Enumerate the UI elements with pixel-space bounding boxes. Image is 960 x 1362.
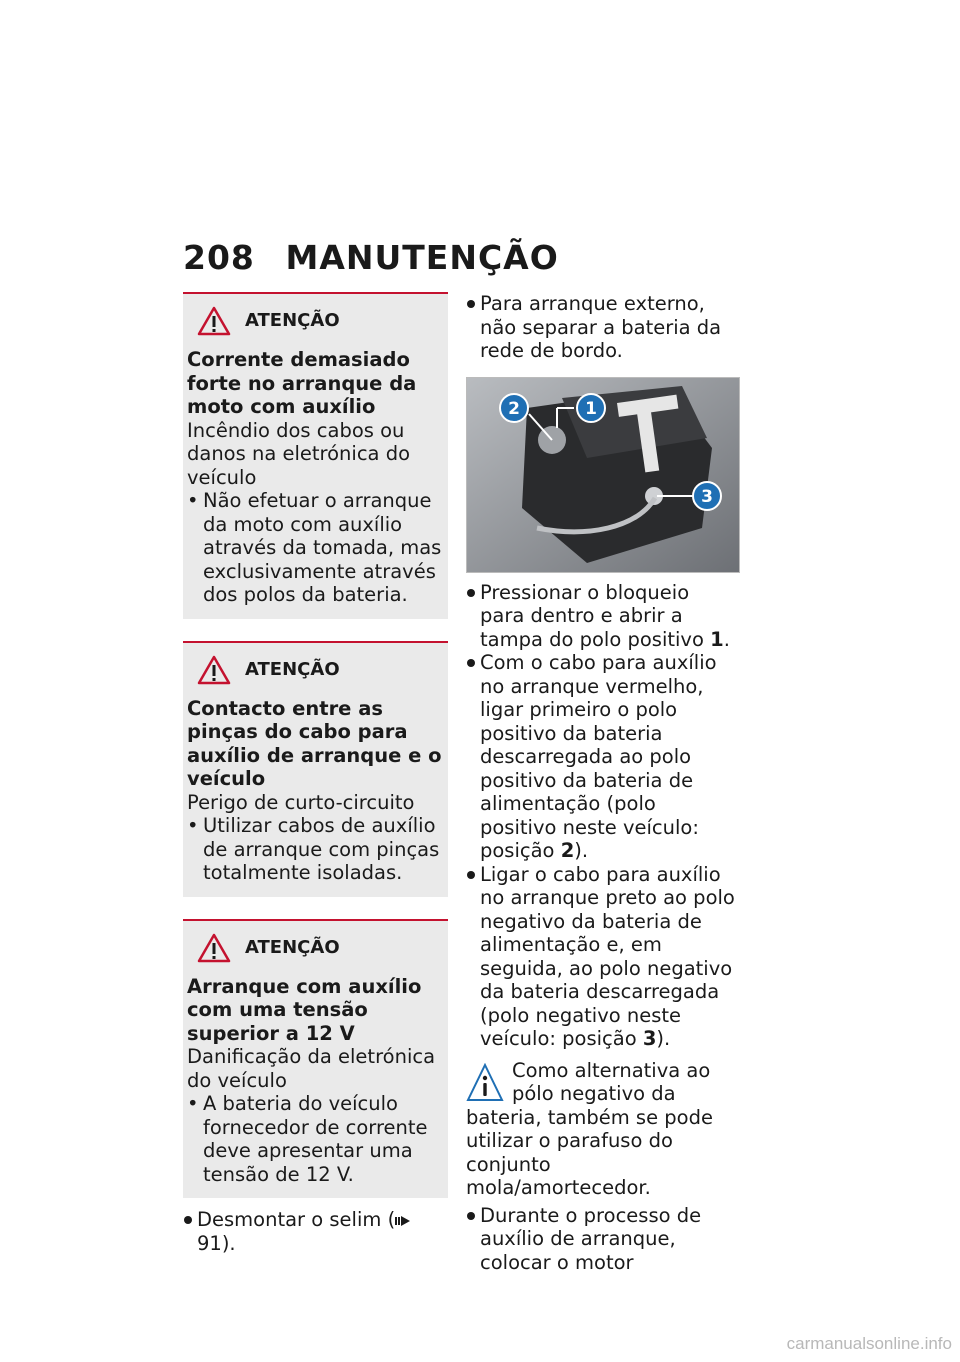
callout-1	[577, 394, 605, 422]
warning-label: ATENÇÃO	[245, 658, 340, 680]
page-title: MANUTENÇÃO	[285, 238, 559, 277]
svg-text:2: 2	[508, 398, 520, 419]
svg-text:3: 3	[701, 486, 713, 507]
svg-text:1: 1	[585, 398, 597, 419]
warning-bullet: • A bateria do veículo fornecedor de corrente deve apresentar uma tensão de 12 V.	[187, 1092, 442, 1186]
warning-consequence: Perigo de curto-circuito	[187, 790, 415, 814]
position-number: 3	[642, 1027, 657, 1050]
warning-triangle-icon	[197, 655, 231, 685]
warning-consequence: Danificação da eletrónica do veículo	[187, 1045, 436, 1092]
step-item	[466, 581, 738, 652]
warning-label: ATENÇÃO	[245, 310, 340, 332]
page-header	[183, 238, 559, 277]
warning-heading: Arranque com auxílio com uma tensão superior a 12 V	[187, 974, 422, 1045]
warning-heading: Contacto entre as pinças do cabo para auxílio de arranque e o veículo	[187, 696, 442, 790]
step-text: Pressionar o bloqueio para dentro e abrir a tampa do polo positivo	[480, 580, 711, 651]
step-text: Com o cabo para auxílio no arranque vermelho, ligar primeiro o polo positivo da bateria descarregada ao polo positivo da bateria de alimentação (polo positivo neste veículo: posição	[480, 651, 717, 862]
warning-heading: Corrente demasiado forte no arranque da moto com auxílio	[187, 348, 417, 418]
warning-bullet: • Não efetuar o arranque da moto com auxílio através da tomada, mas exclusivamente através dos polos da bateria.	[187, 489, 442, 607]
page-reference-arrow-icon	[395, 1215, 411, 1227]
step-remove-seat	[183, 1208, 448, 1255]
step-item: Para arranque externo, não separar a bateria da rede de bordo.	[466, 292, 738, 363]
warning-box	[183, 292, 448, 619]
battery-illustration	[467, 378, 739, 572]
warning-bullet: • Utilizar cabos de auxílio de arranque com pinças totalmente isoladas.	[187, 814, 442, 885]
step-item	[466, 863, 738, 1051]
info-icon	[466, 1063, 504, 1103]
warning-consequence: Incêndio dos cabos ou danos na eletrónica do veículo	[187, 418, 411, 489]
right-column	[466, 292, 738, 1274]
step-text-end: ).	[656, 1027, 671, 1050]
page-number: 208	[183, 238, 255, 277]
position-number: 2	[560, 839, 575, 862]
warning-label: ATENÇÃO	[245, 936, 340, 958]
warning-triangle-icon	[197, 933, 231, 963]
info-note	[466, 1059, 738, 1200]
info-text: Como alternativa ao pólo negativo da bateria, também se pode utilizar o parafuso do conjunto mola/amortecedor.	[466, 1058, 713, 1199]
left-column	[183, 292, 448, 1255]
step-text-end: ).	[574, 839, 589, 862]
warning-triangle-icon	[197, 306, 231, 336]
position-number: 1	[710, 627, 724, 651]
step-text: Desmontar o selim (	[197, 1208, 396, 1231]
warning-box	[183, 919, 448, 1199]
callout-2	[500, 394, 528, 422]
callout-3	[693, 482, 721, 510]
battery-photo	[466, 377, 740, 573]
step-text-end: ).	[221, 1231, 236, 1255]
step-item: Durante o processo de auxílio de arranque, colocar o motor	[466, 1204, 738, 1275]
step-item	[466, 651, 738, 863]
warning-box	[183, 641, 448, 897]
step-text-end: .	[723, 627, 730, 651]
step-text: Ligar o cabo para auxílio no arranque preto ao polo negativo da bateria de alimentação e, em seguida, ao polo negativo da bateria descarregada (polo negativo neste veículo: posição	[480, 862, 735, 1050]
footer-watermark: carmanualsonline.info	[786, 1334, 952, 1353]
page-reference[interactable]: 91	[197, 1231, 222, 1255]
